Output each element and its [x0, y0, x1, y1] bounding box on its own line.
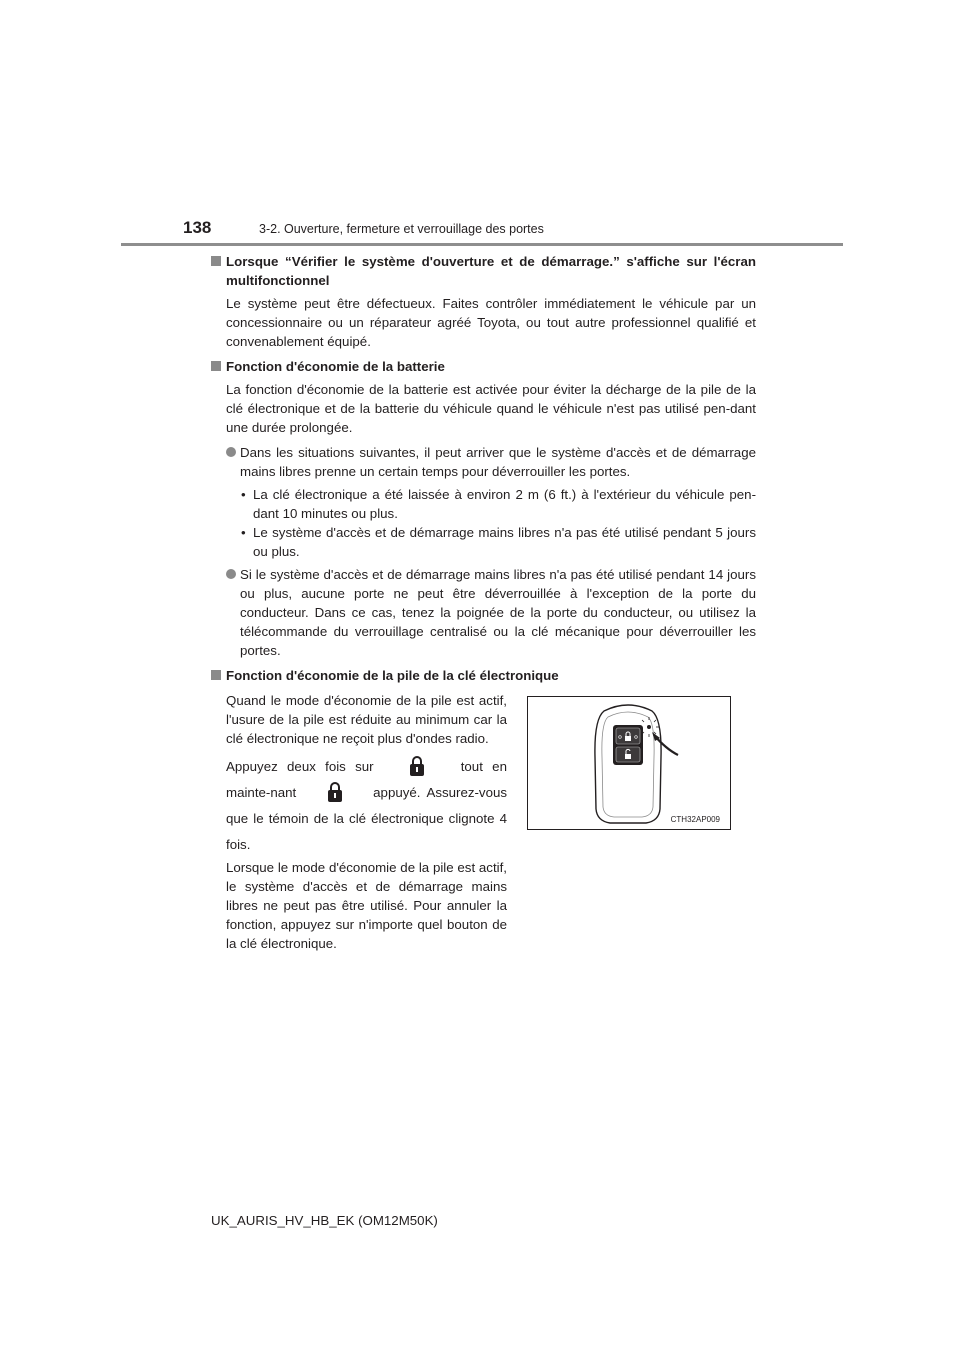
- header-divider: [121, 243, 843, 246]
- lock-icon: [408, 755, 426, 777]
- document-code: UK_AURIS_HV_HB_EK (OM12M50K): [211, 1213, 438, 1228]
- section-body: Le système peut être défectueux. Faites contrôler immédiatement le véhicule par un concessionnaire ou un réparateur agréé Toyota, ou tout autre professionnel qualifié et convenablement équipé.: [226, 296, 756, 349]
- section-heading: [210, 357, 756, 376]
- section-body: La fonction d'économie de la batterie est activée pour éviter la décharge de la pile de la clé électronique et de la batterie du véhicule quand le véhicule n'est pas utilisé pen-dant une durée prolongée.: [226, 382, 756, 435]
- small-bullet-icon: •: [241, 525, 246, 540]
- sub-list-item-text: Le système d'accès et de démarrage mains libres n'a pas été utilisé pendant 5 jours ou plus.: [253, 525, 756, 559]
- section-heading-text: Lorsque “Vérifier le système d'ouverture et de démarrage.” s'affiche sur l'écran multifonctionnel: [226, 254, 756, 288]
- small-bullet-icon: •: [241, 487, 246, 502]
- instruction-text-a: Appuyez deux fois sur: [226, 759, 374, 774]
- instruction-paragraph: [226, 754, 507, 858]
- section-text-column: [226, 691, 507, 953]
- section-with-figure: [210, 691, 756, 951]
- page-content: [210, 252, 756, 951]
- section-heading-text: Fonction d'économie de la batterie: [226, 359, 445, 374]
- section-body: Lorsque le mode d'économie de la pile est actif, le système d'accès et de démarrage mains libres ne peut pas être utilisé. Pour annuler la fonction, appuyez sur n'importe quel bouton de la clé électronique.: [226, 860, 507, 951]
- sub-list-item-text: La clé électronique a été laissée à environ 2 m (6 ft.) à l'extérieur du véhicule pen-dant 10 minutes ou plus.: [253, 487, 756, 521]
- sub-list-item: [210, 485, 756, 523]
- section-title: 3-2. Ouverture, fermeture et verrouillage des portes: [259, 222, 544, 236]
- list-item-text: Si le système d'accès et de démarrage mains libres n'a pas été utilisé pendant 14 jours ou plus, aucune porte ne peut être déverrouillée à l'exception de la porte du conducteur. Dans ce cas, tenez la poignée de la porte du conducteur, ou utilisez la télécommande du verrouillage centralisé ou la clé mécanique pour déverrouiller les portes.: [240, 567, 756, 658]
- instruction-text-b: tout en mainte-nant: [226, 759, 507, 800]
- figure-code: CTH32AP009: [670, 815, 720, 824]
- list-item: [210, 443, 756, 481]
- list-item-text: Dans les situations suivantes, il peut arriver que le système d'accès et de démarrage mains libres prenne un certain temps pour déverrouiller les portes.: [240, 445, 756, 479]
- lock-icon: [326, 781, 344, 803]
- round-bullet-icon: [226, 569, 236, 579]
- page-number: 138: [183, 218, 212, 237]
- square-bullet-icon: [211, 256, 221, 266]
- instruction-text-c: appuyé. Assurez-vous que le témoin de la clé électronique clignote 4 fois.: [226, 785, 508, 852]
- list-item: [210, 565, 756, 660]
- electronic-key-figure: [527, 696, 731, 830]
- section-heading: [210, 252, 756, 290]
- square-bullet-icon: [211, 670, 221, 680]
- round-bullet-icon: [226, 447, 236, 457]
- section-body: Quand le mode d'économie de la pile est actif, l'usure de la pile est réduite au minimum car la clé électronique ne reçoit plus d'ondes radio.: [226, 693, 507, 746]
- section-heading: [210, 666, 756, 685]
- square-bullet-icon: [211, 361, 221, 371]
- sub-list-item: [210, 523, 756, 561]
- electronic-key-illustration: [528, 697, 730, 829]
- section-heading-text: Fonction d'économie de la pile de la clé électronique: [226, 668, 559, 683]
